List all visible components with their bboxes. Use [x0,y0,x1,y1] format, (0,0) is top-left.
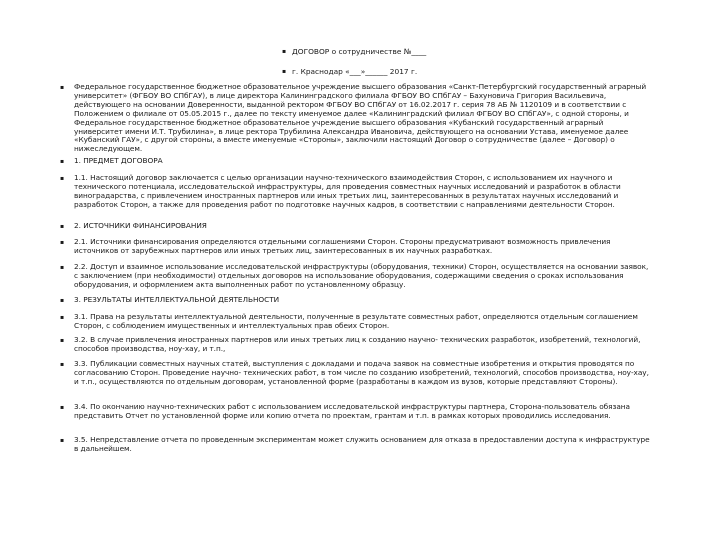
paragraph-3-5 [60,436,650,454]
square-bullet-icon: ▪ [282,48,287,55]
paragraph-text: 3.4. По окончанию научно-технических работ с использованием исследовательской инфраструктуры партнера, Сторона-пользователь обязана представить Отчет по установленной форме или копию отчета по проектам, грантам и т.п. в рамках которых проводились исследования. [74,402,630,420]
paragraph-preamble [60,83,650,154]
section-heading-2 [60,222,650,231]
square-bullet-icon: ▪ [60,158,65,165]
paragraph-text: 2.1. Источники финансирования определяются отдельными соглашениями Сторон. Стороны предусматривают возможность привлечения источников от зарубежных партнеров или иных третьих лиц, заинтересованных в их научных разработках. [74,237,611,255]
square-bullet-icon: ▪ [60,437,65,444]
section-heading-1 [60,157,650,166]
square-bullet-icon: ▪ [60,264,65,271]
square-bullet-icon: ▪ [60,84,65,91]
contract-title-text: ДОГОВОР о сотрудничестве №____ [292,47,427,56]
paragraph-3-2 [60,336,650,354]
square-bullet-icon: ▪ [60,404,65,411]
paragraph-text: Федеральное государственное бюджетное образовательное учреждение высшего образования «Санкт-Петербургский государственный аграрный университет» (ФГБОУ ВО СПбГАУ), в лице директора Калининградского филиала ФГБОУ ВО СПбГАУ – Бахуновича Григория Васильевича, действующего на основании Доверенности, выданной ректором ФГБОУ ВО СПбГАУ от 16.02.2017 г. серия 78 АБ № 1120109 и в соответствии с Положением о филиале от 05.05.2015 г., далее по тексту именуемое далее «Калининградский филиал ФГБОУ ВО СПбГАУ», с одной стороны, и Федеральное государственное бюджетное образовательное учреждение высшего образования «Кубанский государственный аграрный университет имени И.Т. Трубилина», в лице ректора Трубилина Александра Ивановича, действующего на основании Устава, именуемое далее «Кубанский ГАУ», с другой стороны, а вместе именуемые «Стороны», заключили настоящий Договор о сотрудничестве (далее – Договор) о нижеследующем. [74,82,647,154]
paragraph-text: 3.5. Непредставление отчета по проведенным экспериментам может служить основанием для отказа в предоставлении доступа к инфраструктуре в дальнейшем. [74,435,650,453]
paragraph-3-3 [60,360,650,387]
paragraph-1-1 [60,174,650,210]
section-heading-text: 2. ИСТОЧНИКИ ФИНАНСИРОВАНИЯ [74,221,207,230]
paragraph-3-4 [60,403,650,421]
paragraph-text: 2.2. Доступ и взаимное использование исследовательской инфраструктуры (оборудования, техники) Сторон, осуществляется на основании заявок, с заключением (при необходимости) отдельных договоров на использование оборудования, содержащими сведения о сроках использования оборудования, и оформлением акта выполненных работ по установленному образцу. [74,262,649,289]
square-bullet-icon: ▪ [60,175,65,182]
section-heading-text: 3. РЕЗУЛЬТАТЫ ИНТЕЛЛЕКТУАЛЬНОЙ ДЕЯТЕЛЬНОСТИ [74,295,280,304]
paragraph-text: 3.3. Публикации совместных научных статей, выступления с докладами и подача заявок на совместные изобретения и открытия проводятся по согласованию Сторон. Проведение научно- технических работ, в том числе по созданию изобретений, технологий, способов производства, ноу-хау, и т.п., осуществляются по отдельным договорам, установленной форме (разработаны в каждом из вузов, которые представляют Стороны). [74,359,649,386]
square-bullet-icon: ▪ [60,361,65,368]
square-bullet-icon: ▪ [60,314,65,321]
paragraph-3-1 [60,313,650,331]
section-heading-3 [60,296,650,305]
square-bullet-icon: ▪ [60,337,65,344]
paragraph-text: 1.1. Настоящий договор заключается с целью организации научно-технического взаимодействия Сторон, с использованием их научного и технического потенциала, исследовательской инфраструктуры, для проведения совместных научных исследований и разработок в области виноградарства, с привлечением иностранных партнеров или иных третьих лиц, заинтересованных в результатах научных исследований и разработок Сторон, а также для проведения работ по подготовке научных кадров, в соответствии с направлениями деятельности Сторон. [74,173,621,209]
square-bullet-icon: ▪ [282,68,287,75]
contract-place-date-text: г. Краснодар «___»______ 2017 г. [292,67,418,76]
paragraph-2-2 [60,263,650,290]
section-heading-text: 1. ПРЕДМЕТ ДОГОВОРА [74,156,163,165]
paragraph-text: 3.2. В случае привлечения иностранных партнеров или иных третьих лиц к созданию научно- технических разработок, изобретений, технологий, способов производства, ноу-хау, и т.п., [74,335,641,353]
square-bullet-icon: ▪ [60,297,65,304]
paragraph-2-1 [60,238,650,256]
square-bullet-icon: ▪ [60,223,65,230]
square-bullet-icon: ▪ [60,239,65,246]
paragraph-text: 3.1. Права на результаты интеллектуальной деятельности, полученные в результате совместных работ, определяются отдельным соглашением Сторон, с соблюдением имущественных и интеллектуальных прав обеих Сторон. [74,312,638,330]
